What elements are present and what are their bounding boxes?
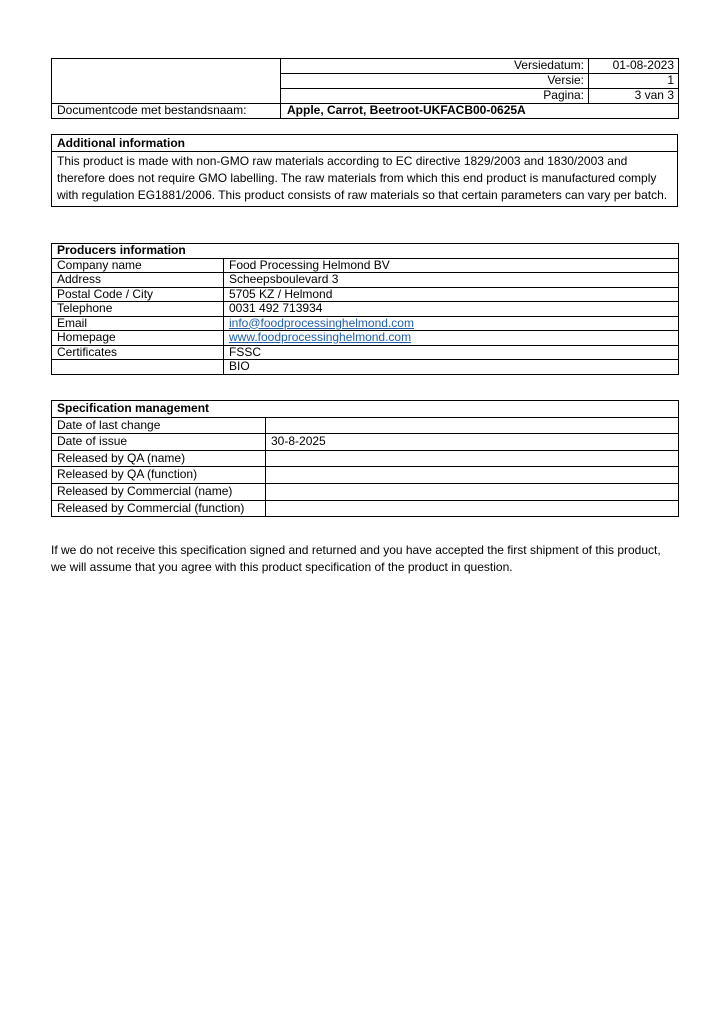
telephone-value: 0031 492 713934 [224, 302, 679, 317]
version-label: Versie: [281, 74, 589, 89]
date-of-last-change-label: Date of last change [52, 417, 266, 434]
table-row [52, 417, 679, 434]
footer-note: If we do not receive this specification signed and returned and you have accepted the first shipment of this product, we will assume that you agree with this product specification of the product in question. [51, 543, 661, 574]
table-row [52, 316, 679, 331]
released-by-commercial-function-value [266, 500, 679, 517]
table-row [52, 331, 679, 346]
certificates-blank-label [52, 360, 224, 375]
doc-code-value: Apple, Carrot, Beetroot-UKFACB00-0625A [281, 104, 679, 119]
header-blank-cell [52, 59, 281, 104]
certificate-bio-value: BIO [224, 360, 679, 375]
postal-code-city-label: Postal Code / City [52, 287, 224, 302]
certificate-fssc-value: FSSC [224, 345, 679, 360]
homepage-cell [224, 331, 679, 346]
table-row [52, 360, 679, 375]
table-row [52, 258, 679, 273]
released-by-qa-function-value [266, 467, 679, 484]
released-by-commercial-name-value [266, 483, 679, 500]
document-header-table [51, 58, 679, 119]
additional-information-body: This product is made with non-GMO raw materials according to EC directive 1829/2003 and 1830/2003 and therefore does not require GMO labelling. The raw materials from which this end product is manufactured comply with regulation EG1881/2006. This product consists of raw materials so that certain parameters can vary per batch. [52, 152, 678, 207]
version-date-label: Versiedatum: [281, 59, 589, 74]
homepage-link[interactable]: www.foodprocessinghelmond.com [229, 330, 412, 344]
table-row [52, 434, 679, 451]
table-row [52, 302, 679, 317]
address-label: Address [52, 273, 224, 288]
postal-code-city-value: 5705 KZ / Helmond [224, 287, 679, 302]
telephone-label: Telephone [52, 302, 224, 317]
email-label: Email [52, 316, 224, 331]
certificates-label: Certificates [52, 345, 224, 360]
table-row [52, 345, 679, 360]
table-row [52, 287, 679, 302]
additional-information-table [51, 134, 678, 207]
page-label: Pagina: [281, 89, 589, 104]
specification-management-title: Specification management [52, 401, 679, 418]
company-name-value: Food Processing Helmond BV [224, 258, 679, 273]
address-value: Scheepsboulevard 3 [224, 273, 679, 288]
table-row [52, 483, 679, 500]
table-row [52, 500, 679, 517]
specification-management-table [51, 400, 679, 517]
released-by-commercial-function-label: Released by Commercial (function) [52, 500, 266, 517]
producers-information-table [51, 243, 679, 375]
table-row [52, 273, 679, 288]
date-of-issue-label: Date of issue [52, 434, 266, 451]
producers-information-title: Producers information [52, 244, 679, 259]
homepage-label: Homepage [52, 331, 224, 346]
page-value: 3 van 3 [589, 89, 679, 104]
released-by-qa-name-value [266, 450, 679, 467]
released-by-qa-function-label: Released by QA (function) [52, 467, 266, 484]
version-value: 1 [589, 74, 679, 89]
table-row [52, 450, 679, 467]
version-date-value: 01-08-2023 [589, 59, 679, 74]
email-link[interactable]: info@foodprocessinghelmond.com [229, 316, 414, 330]
released-by-qa-name-label: Released by QA (name) [52, 450, 266, 467]
additional-information-title: Additional information [52, 135, 678, 152]
released-by-commercial-name-label: Released by Commercial (name) [52, 483, 266, 500]
company-name-label: Company name [52, 258, 224, 273]
date-of-issue-value: 30-8-2025 [266, 434, 679, 451]
date-of-last-change-value [266, 417, 679, 434]
doc-code-label: Documentcode met bestandsnaam: [52, 104, 281, 119]
email-cell [224, 316, 679, 331]
table-row [52, 467, 679, 484]
